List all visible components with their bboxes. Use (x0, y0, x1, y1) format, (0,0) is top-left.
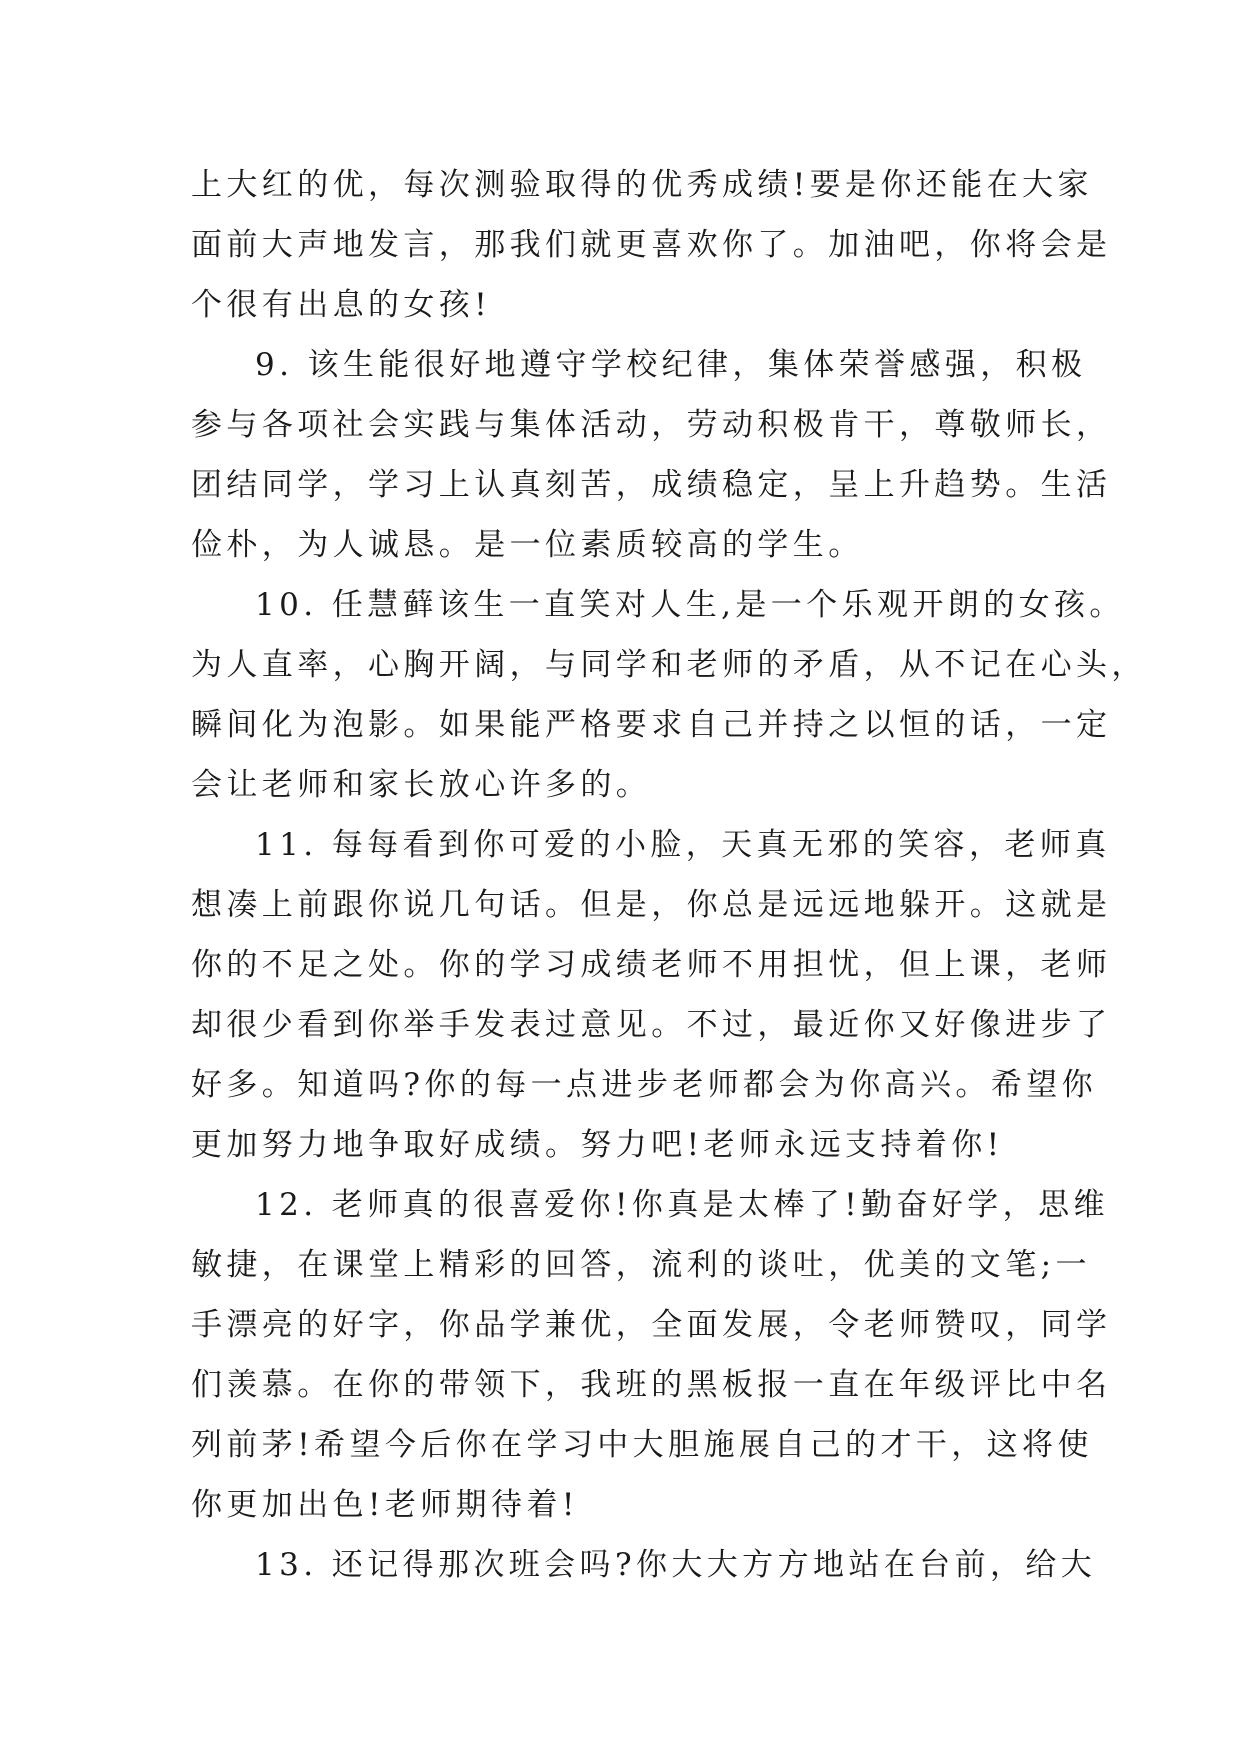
text-line: 你更加出色!老师期待着! (191, 1487, 579, 1523)
text-line: 却很少看到你举手发表过意见。不过，最近你又好像进步了 (191, 1007, 1112, 1043)
text-line: 们羡慕。在你的带领下，我班的黑板报一直在年级评比中名 (191, 1367, 1112, 1403)
text-line: 俭朴，为人诚恳。是一位素质较高的学生。 (191, 527, 864, 563)
text-line: 敏捷，在课堂上精彩的回答，流利的谈吐，优美的文笔;一 (191, 1247, 1091, 1283)
text-line: 团结同学，学习上认真刻苦，成绩稳定，呈上升趋势。生活 (191, 467, 1112, 503)
text-line: 手漂亮的好字，你品学兼优，全面发展，令老师赞叹，同学 (191, 1307, 1112, 1343)
text-line: 瞬间化为泡影。如果能严格要求自己并持之以恒的话，一定 (191, 707, 1112, 743)
text-line: 面前大声地发言，那我们就更喜欢你了。加油吧，你将会是 (191, 227, 1112, 263)
text-line: 列前茅!希望今后你在学习中大胆施展自己的才干，这将使 (191, 1427, 1093, 1463)
item-13-first-line: 13. 还记得那次班会吗?你大大方方地站在台前，给大 (255, 1547, 1097, 1583)
item-9-first-line: 9. 该生能很好地遵守学校纪律，集体荣誉感强，积极 (255, 347, 1087, 383)
item-12-first-line: 12. 老师真的很喜爱你!你真是太棒了!勤奋好学，思维 (255, 1187, 1109, 1223)
text-line: 为人直率，心胸开阔，与同学和老师的矛盾，从不记在心头， (191, 647, 1147, 683)
text-line: 会让老师和家长放心许多的。 (191, 767, 652, 803)
text-line: 个很有出息的女孩! (191, 287, 492, 323)
text-line: 你的不足之处。你的学习成绩老师不用担忧，但上课，老师 (191, 947, 1112, 983)
text-line: 参与各项社会实践与集体活动，劳动积极肯干，尊敬师长， (191, 407, 1112, 443)
item-10-first-line: 10. 任慧藓该生一直笑对人生,是一个乐观开朗的女孩。 (255, 587, 1125, 623)
text-line: 想凑上前跟你说几句话。但是，你总是远远地躲开。这就是 (191, 887, 1112, 923)
text-line: 更加努力地争取好成绩。努力吧!老师永远支持着你! (191, 1127, 1004, 1163)
item-11-first-line: 11. 每每看到你可爱的小脸，天真无邪的笑容，老师真 (255, 827, 1111, 863)
text-line: 上大红的优，每次测验取得的优秀成绩!要是你还能在大家 (191, 167, 1093, 203)
text-line: 好多。知道吗?你的每一点进步老师都会为你高兴。希望你 (191, 1067, 1098, 1103)
document-body (191, 155, 1147, 1595)
